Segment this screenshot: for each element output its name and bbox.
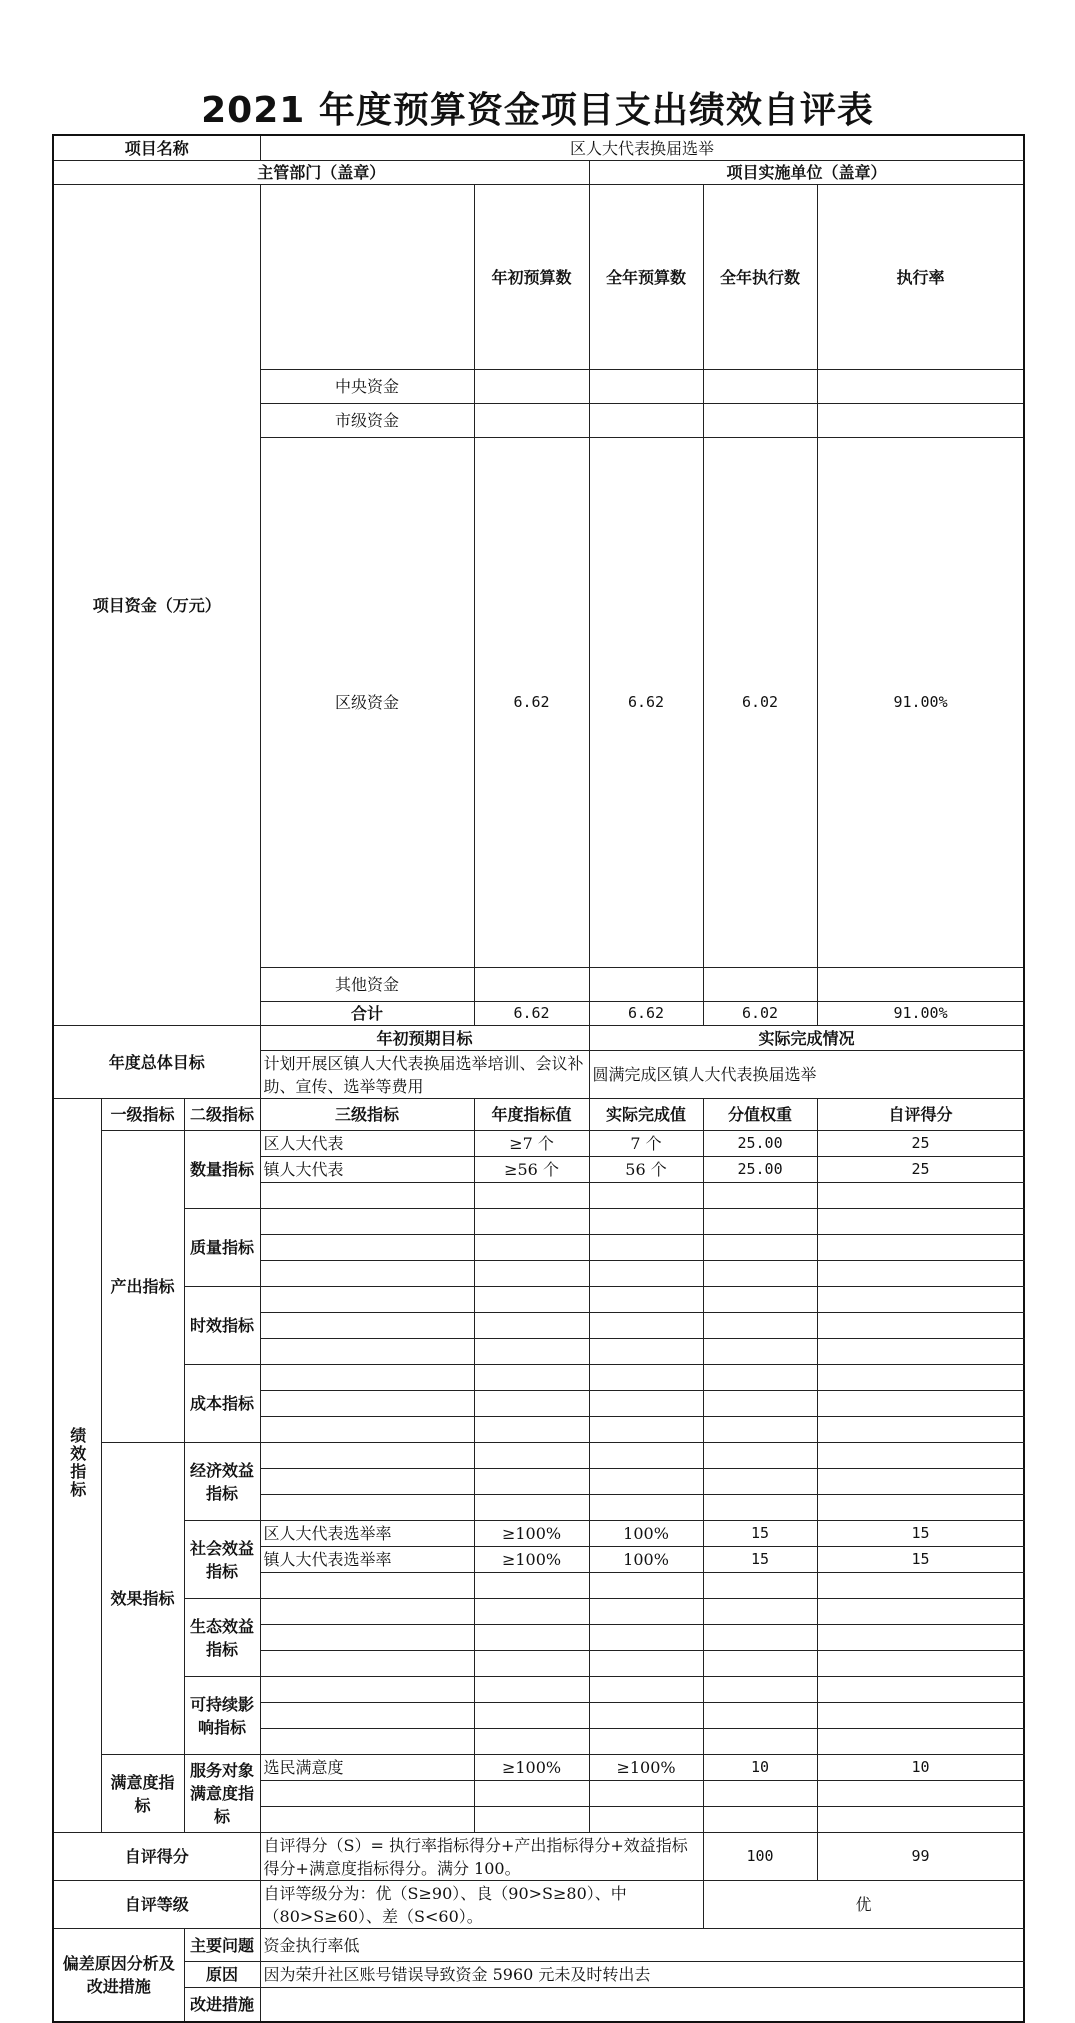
empty-cell [703, 1313, 817, 1339]
perf-header-weight: 分值权重 [703, 1099, 817, 1131]
empty-cell [703, 1261, 817, 1287]
empty-cell [703, 1443, 817, 1469]
empty-cell [260, 1807, 474, 1833]
goal-expected: 计划开展区镇人大代表换届选举培训、会议补助、宣传、选举等费用 [260, 1051, 589, 1099]
empty-cell [474, 1287, 589, 1313]
effect-label: 效果指标 [101, 1443, 184, 1755]
perf-header-score: 自评得分 [817, 1099, 1024, 1131]
empty-cell [260, 1391, 474, 1417]
page-title: 2021 年度预算资金项目支出绩效自评表 [201, 90, 874, 131]
empty-cell [589, 1339, 703, 1365]
funds-row-initial [474, 370, 589, 404]
perf-header-actual: 实际完成值 [589, 1099, 703, 1131]
empty-cell [474, 1677, 589, 1703]
indicator-score: 25 [817, 1131, 1024, 1157]
output-label: 产出指标 [101, 1131, 184, 1443]
empty-cell [817, 1261, 1024, 1287]
indicator-target: ≥100% [474, 1547, 589, 1573]
funds-row-annual [589, 404, 703, 438]
empty-cell [260, 1183, 474, 1209]
empty-cell [817, 1781, 1024, 1807]
empty-cell [703, 1651, 817, 1677]
empty-cell [474, 1339, 589, 1365]
project-name-value: 区人大代表换届选举 [260, 135, 1024, 161]
indicator-weight: 15 [703, 1547, 817, 1573]
funds-row-initial: 6.62 [474, 438, 589, 968]
empty-cell [817, 1599, 1024, 1625]
empty-cell [260, 1677, 474, 1703]
funds-row-rate [817, 404, 1024, 438]
empty-cell [703, 1729, 817, 1755]
goal-actual-header: 实际完成情况 [589, 1026, 1024, 1051]
empty-cell [260, 1703, 474, 1729]
funds-row-executed [703, 370, 817, 404]
empty-cell [589, 1469, 703, 1495]
funds-row-initial [474, 968, 589, 1002]
empty-cell [474, 1417, 589, 1443]
empty-cell [260, 1365, 474, 1391]
timeliness-label: 时效指标 [184, 1287, 260, 1365]
funds-row-name: 区级资金 [260, 438, 474, 968]
funds-row-executed [703, 404, 817, 438]
self-score-desc: 自评得分（S）= 执行率指标得分+产出指标得分+效益指标得分+满意度指标得分。满分 100。 [260, 1833, 703, 1881]
empty-cell [589, 1417, 703, 1443]
empty-cell [260, 1235, 474, 1261]
funds-row-name: 其他资金 [260, 968, 474, 1002]
empty-cell [260, 1339, 474, 1365]
satisfaction-label: 满意度指标 [101, 1755, 184, 1833]
indicator-name: 区人大代表选举率 [260, 1521, 474, 1547]
empty-cell [474, 1235, 589, 1261]
problem-label: 主要问题 [184, 1929, 260, 1962]
empty-cell [589, 1573, 703, 1599]
empty-cell [474, 1209, 589, 1235]
quantity-label: 数量指标 [184, 1131, 260, 1209]
empty-cell [474, 1391, 589, 1417]
indicator-actual: ≥100% [589, 1755, 703, 1781]
empty-cell [260, 1417, 474, 1443]
empty-cell [474, 1261, 589, 1287]
empty-cell [474, 1313, 589, 1339]
empty-cell [260, 1651, 474, 1677]
empty-cell [474, 1729, 589, 1755]
funds-row-executed: 6.02 [703, 438, 817, 968]
funds-row-rate [817, 968, 1024, 1002]
empty-cell [703, 1235, 817, 1261]
funds-row-annual [589, 370, 703, 404]
empty-cell [474, 1365, 589, 1391]
empty-cell [474, 1781, 589, 1807]
empty-cell [589, 1183, 703, 1209]
empty-cell [260, 1573, 474, 1599]
empty-cell [474, 1599, 589, 1625]
goal-label: 年度总体目标 [53, 1026, 260, 1099]
indicator-score: 15 [817, 1521, 1024, 1547]
funds-total-executed: 6.02 [703, 1002, 817, 1026]
funds-row-initial [474, 404, 589, 438]
indicator-score: 10 [817, 1755, 1024, 1781]
empty-cell [474, 1703, 589, 1729]
perf-header-level1: 一级指标 [101, 1099, 184, 1131]
perf-label-text: 绩效指标 [67, 1426, 87, 1499]
indicator-target: ≥100% [474, 1755, 589, 1781]
empty-cell [817, 1469, 1024, 1495]
perf-header-level3: 三级指标 [260, 1099, 474, 1131]
perf-header-level2: 二级指标 [184, 1099, 260, 1131]
empty-cell [260, 1729, 474, 1755]
funds-row-rate: 91.00% [817, 438, 1024, 968]
empty-cell [589, 1781, 703, 1807]
indicator-actual: 7 个 [589, 1131, 703, 1157]
empty-cell [817, 1183, 1024, 1209]
empty-cell [703, 1417, 817, 1443]
measure-value [260, 1988, 1024, 2022]
empty-cell [589, 1235, 703, 1261]
funds-header-rate: 执行率 [817, 185, 1024, 370]
empty-cell [817, 1495, 1024, 1521]
empty-cell [474, 1807, 589, 1833]
indicator-target: ≥100% [474, 1521, 589, 1547]
empty-cell [817, 1677, 1024, 1703]
self-score-full: 100 [703, 1833, 817, 1881]
empty-cell [260, 1495, 474, 1521]
indicator-score: 25 [817, 1157, 1024, 1183]
deviation-label: 偏差原因分析及改进措施 [53, 1929, 184, 2022]
empty-cell [589, 1391, 703, 1417]
empty-cell [589, 1677, 703, 1703]
empty-cell [260, 1313, 474, 1339]
empty-cell [589, 1313, 703, 1339]
empty-cell [703, 1469, 817, 1495]
goal-actual: 圆满完成区镇人大代表换届选举 [589, 1051, 1024, 1099]
empty-cell [817, 1729, 1024, 1755]
empty-cell [817, 1807, 1024, 1833]
funds-label: 项目资金（万元） [53, 185, 260, 1026]
empty-cell [703, 1677, 817, 1703]
empty-cell [817, 1235, 1024, 1261]
problem-value: 资金执行率低 [260, 1929, 1024, 1962]
dept-label: 主管部门（盖章） [53, 161, 589, 185]
empty-cell [817, 1651, 1024, 1677]
empty-cell [589, 1807, 703, 1833]
empty-cell [474, 1573, 589, 1599]
empty-cell [474, 1469, 589, 1495]
ecological-label: 生态效益指标 [184, 1599, 260, 1677]
empty-cell [589, 1261, 703, 1287]
empty-cell [474, 1625, 589, 1651]
empty-cell [817, 1625, 1024, 1651]
empty-cell [589, 1287, 703, 1313]
empty-cell [703, 1599, 817, 1625]
empty-cell [703, 1209, 817, 1235]
empty-cell [703, 1495, 817, 1521]
empty-cell [589, 1599, 703, 1625]
indicator-actual: 56 个 [589, 1157, 703, 1183]
empty-cell [703, 1807, 817, 1833]
empty-cell [703, 1339, 817, 1365]
empty-cell [589, 1703, 703, 1729]
self-score-value: 99 [817, 1833, 1024, 1881]
sustainable-label: 可持续影响指标 [184, 1677, 260, 1755]
empty-cell [817, 1417, 1024, 1443]
empty-cell [703, 1183, 817, 1209]
funds-total-initial: 6.62 [474, 1002, 589, 1026]
self-grade-value: 优 [703, 1881, 1024, 1929]
funds-row-executed [703, 968, 817, 1002]
empty-cell [703, 1365, 817, 1391]
social-label: 社会效益指标 [184, 1521, 260, 1599]
empty-cell [817, 1339, 1024, 1365]
reason-label: 原因 [184, 1962, 260, 1988]
indicator-weight: 25.00 [703, 1157, 817, 1183]
funds-row-annual [589, 968, 703, 1002]
indicator-weight: 15 [703, 1521, 817, 1547]
empty-cell [260, 1599, 474, 1625]
funds-row-rate [817, 370, 1024, 404]
funds-total-rate: 91.00% [817, 1002, 1024, 1026]
empty-cell [589, 1729, 703, 1755]
empty-cell [474, 1495, 589, 1521]
economic-label: 经济效益指标 [184, 1443, 260, 1521]
empty-cell [260, 1625, 474, 1651]
empty-cell [474, 1443, 589, 1469]
funds-total-label: 合计 [260, 1002, 474, 1026]
indicator-name: 选民满意度 [260, 1755, 474, 1781]
indicator-name: 镇人大代表 [260, 1157, 474, 1183]
indicator-weight: 10 [703, 1755, 817, 1781]
project-name-label: 项目名称 [53, 135, 260, 161]
measure-label: 改进措施 [184, 1988, 260, 2022]
goal-expected-header: 年初预期目标 [260, 1026, 589, 1051]
perf-header-target: 年度指标值 [474, 1099, 589, 1131]
self-grade-desc: 自评等级分为：优（S≥90）、良（90>S≥80）、中（80>S≥60）、差（S<60）。 [260, 1881, 703, 1929]
empty-cell [703, 1703, 817, 1729]
indicator-name: 区人大代表 [260, 1131, 474, 1157]
empty-cell [703, 1391, 817, 1417]
self-evaluation-table [52, 134, 1025, 2023]
funds-header-annual: 全年预算数 [589, 185, 703, 370]
empty-cell [817, 1443, 1024, 1469]
indicator-actual: 100% [589, 1547, 703, 1573]
empty-cell [703, 1287, 817, 1313]
empty-cell [817, 1391, 1024, 1417]
empty-cell [817, 1287, 1024, 1313]
empty-cell [260, 1261, 474, 1287]
self-score-label: 自评得分 [53, 1833, 260, 1881]
empty-cell [589, 1365, 703, 1391]
empty-cell [589, 1443, 703, 1469]
unit-label: 项目实施单位（盖章） [589, 161, 1024, 185]
indicator-actual: 100% [589, 1521, 703, 1547]
indicator-score: 15 [817, 1547, 1024, 1573]
empty-cell [474, 1651, 589, 1677]
self-grade-label: 自评等级 [53, 1881, 260, 1929]
funds-header-blank [260, 185, 474, 370]
funds-row-name: 中央资金 [260, 370, 474, 404]
funds-row-name: 市级资金 [260, 404, 474, 438]
service-label: 服务对象满意度指标 [184, 1755, 260, 1833]
empty-cell [589, 1209, 703, 1235]
indicator-target: ≥7 个 [474, 1131, 589, 1157]
indicator-target: ≥56 个 [474, 1157, 589, 1183]
empty-cell [703, 1625, 817, 1651]
perf-label [53, 1099, 101, 1833]
reason-value: 因为荣升社区账号错误导致资金 5960 元未及时转出去 [260, 1962, 1024, 1988]
empty-cell [474, 1183, 589, 1209]
empty-cell [817, 1365, 1024, 1391]
empty-cell [260, 1781, 474, 1807]
empty-cell [817, 1209, 1024, 1235]
empty-cell [260, 1443, 474, 1469]
indicator-weight: 25.00 [703, 1131, 817, 1157]
empty-cell [260, 1469, 474, 1495]
empty-cell [703, 1573, 817, 1599]
empty-cell [260, 1209, 474, 1235]
indicator-name: 镇人大代表选举率 [260, 1547, 474, 1573]
empty-cell [817, 1703, 1024, 1729]
funds-row-annual: 6.62 [589, 438, 703, 968]
empty-cell [817, 1573, 1024, 1599]
empty-cell [589, 1651, 703, 1677]
empty-cell [589, 1625, 703, 1651]
funds-header-executed: 全年执行数 [703, 185, 817, 370]
cost-label: 成本指标 [184, 1365, 260, 1443]
funds-total-annual: 6.62 [589, 1002, 703, 1026]
empty-cell [589, 1495, 703, 1521]
quality-label: 质量指标 [184, 1209, 260, 1287]
empty-cell [260, 1287, 474, 1313]
empty-cell [817, 1313, 1024, 1339]
funds-header-initial: 年初预算数 [474, 185, 589, 370]
empty-cell [703, 1781, 817, 1807]
